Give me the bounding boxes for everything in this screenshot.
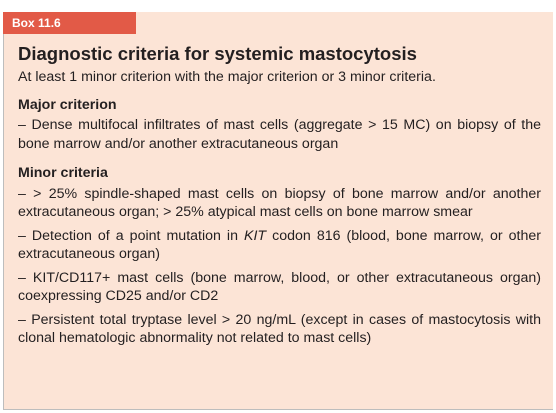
box-content — [18, 42, 541, 352]
box-title: Diagnostic criteria for systemic mastocytosis — [18, 43, 417, 64]
minor-criterion-item: – Persistent total tryptase level > 20 ng/mL (except in cases of mastocytosis with clonal hematologic abnormality not related to mast cells) — [18, 311, 541, 346]
minor-criterion-item: – > 25% spindle-shaped mast cells on biopsy of bone marrow and/or another extracutaneous organ; > 25% atypical mast cells on bone marrow smear — [18, 185, 541, 220]
minor-criterion-item: – KIT/CD117+ mast cells (bone marrow, blood, or other extracutaneous organ) coexpressing CD25 and/or CD2 — [18, 269, 541, 304]
box-intro: At least 1 minor criterion with the major criterion or 3 minor criteria. — [18, 69, 436, 85]
minor-criterion-item-kit — [18, 227, 541, 264]
kit-gene-name: KIT — [244, 227, 267, 244]
kit-item-prefix: – Detection of a point mutation in — [18, 227, 245, 244]
minor-criteria-heading: Minor criteria — [18, 165, 108, 181]
kit-item-suffix: codon 816 (blood, bone marrow, or other extracutaneous organ) — [18, 227, 541, 262]
box-label-tab: Box 11.6 — [3, 12, 136, 34]
major-criterion-heading: Major criterion — [18, 96, 117, 113]
major-criterion-item: – Dense multifocal infiltrates of mast cells (aggregate > 15 MC) on biopsy of the bone marrow and/or another extracutaneous organ — [18, 117, 541, 152]
